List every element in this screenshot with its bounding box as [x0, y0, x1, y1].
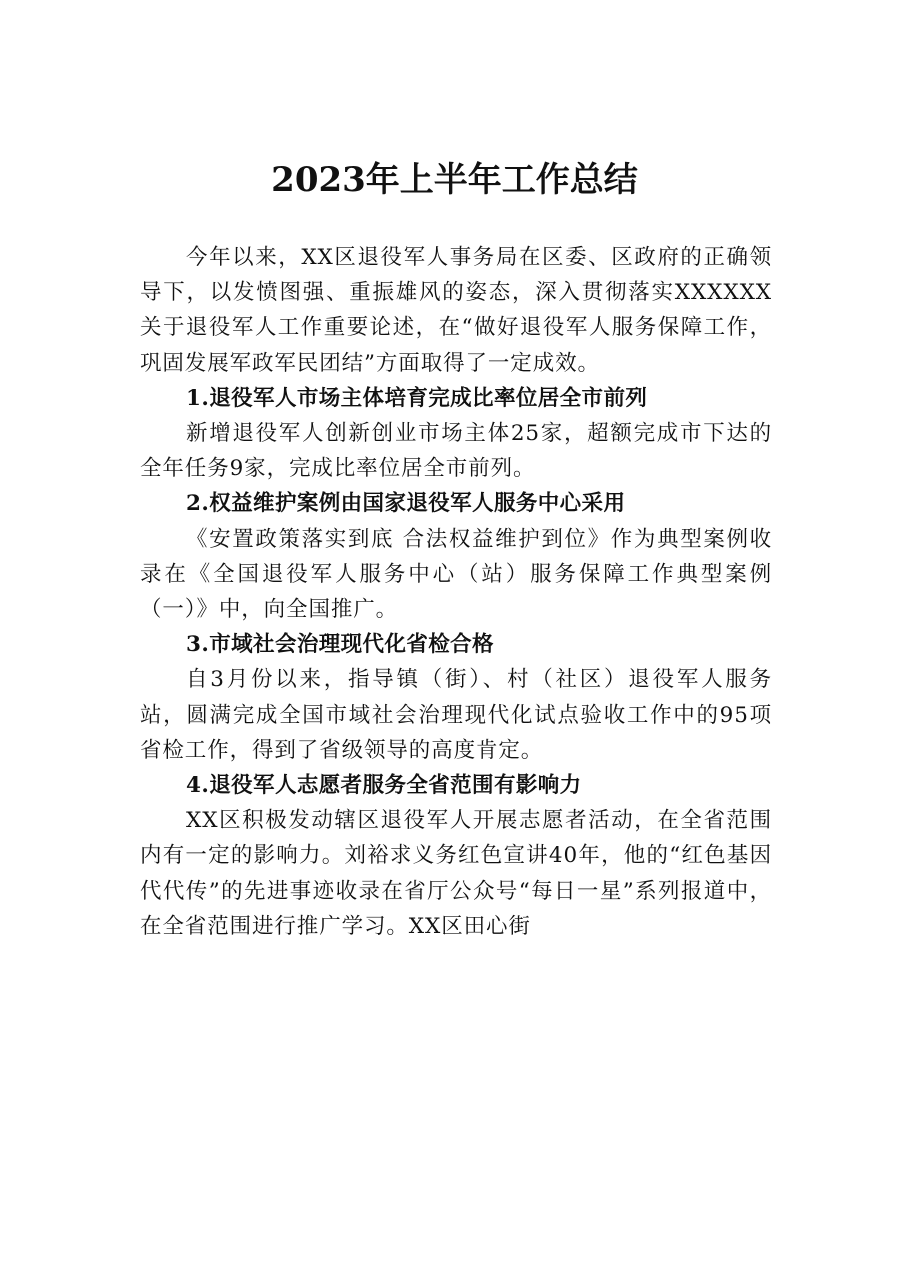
intro-paragraph: 今年以来，XX区退役军人事务局在区委、区政府的正确领导下，以发愤图强、重振雄风的姿态，深入贯彻落实XXXXXX关于退役军人工作重要论述，在“做好退役军人服务保障工作，巩固发展军政军民团结”方面取得了一定成效。: [140, 245, 772, 376]
section-text-3: 自3月份以来，指导镇（街）、村（社区）退役军人服务站，圆满完成全国市域社会治理现代化试点验收工作中的95项省检工作，得到了省级领导的高度肯定。: [140, 667, 772, 763]
section-text-2: 《安置政策落实到底 合法权益维护到位》作为典型案例收录在《全国退役军人服务中心（站）服务保障工作典型案例（一）》中，向全国推广。: [140, 526, 772, 623]
section-heading-1: 1.退役军人市场主体培育完成比率位居全市前列: [186, 385, 648, 411]
section-heading-4: 4.退役军人志愿者服务全省范围有影响力: [186, 773, 582, 799]
section-text-1: 新增退役军人创新创业市场主体25家，超额完成市下达的全年任务9家，完成比率位居全市前列。: [140, 421, 772, 482]
section-text-4: XX区积极发动辖区退役军人开展志愿者活动，在全省范围内有一定的影响力。刘裕求义务红色宣讲40年，他的“红色基因代代传”的先进事迹收录在省厅公众号“每日一星”系列报道中，在全省范围进行推广学习。XX区田心街: [140, 808, 772, 939]
section-heading-3: 3.市域社会治理现代化省检合格: [186, 632, 494, 658]
document-body: [140, 240, 772, 944]
section-heading-2: 2.权益维护案例由国家退役军人服务中心采用: [186, 491, 626, 517]
document-title: 2023年上半年工作总结: [271, 160, 638, 200]
